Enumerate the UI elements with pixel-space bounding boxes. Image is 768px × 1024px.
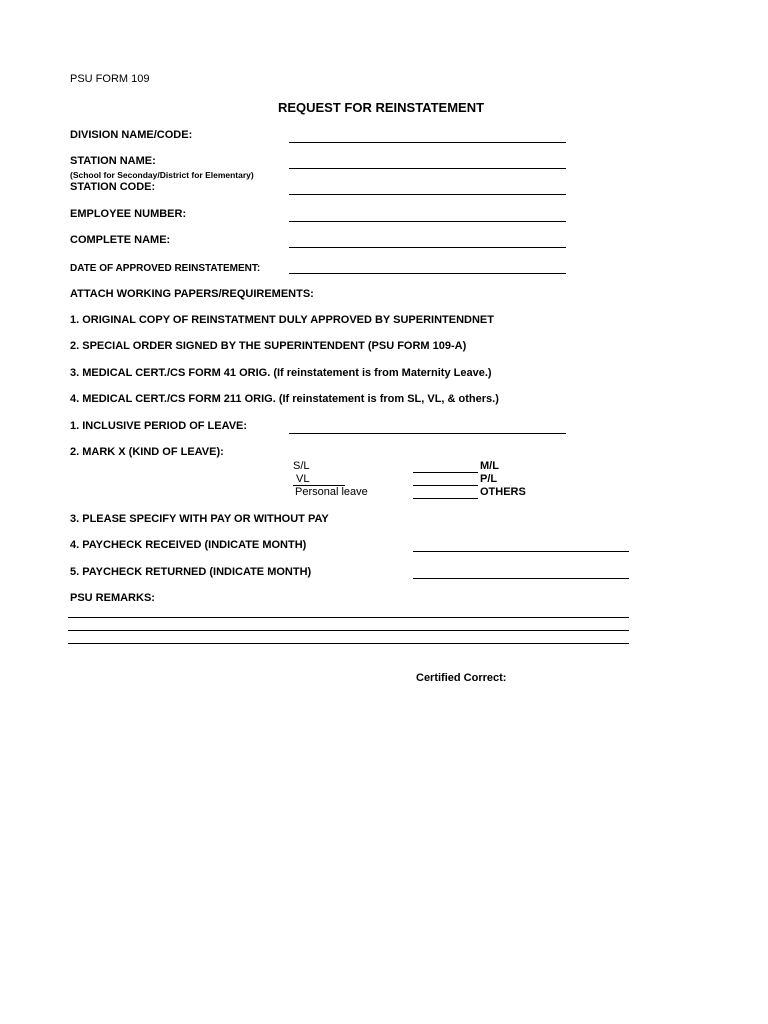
date-approved-field[interactable]	[289, 273, 566, 274]
specify-pay-label: 3. PLEASE SPECIFY WITH PAY OR WITHOUT PAY	[70, 513, 329, 525]
division-field[interactable]	[289, 142, 566, 143]
requirement-item: 3. MEDICAL CERT./CS FORM 41 ORIG. (If reinstatement is from Maternity Leave.)	[70, 367, 492, 379]
mark-x-label: 2. MARK X (KIND OF LEAVE):	[70, 446, 224, 458]
paycheck-received-field[interactable]	[413, 551, 629, 552]
division-label: DIVISION NAME/CODE:	[70, 129, 193, 141]
requirement-item: 1. ORIGINAL COPY OF REINSTATMENT DULY APPROVED BY SUPERINTENDNET	[70, 314, 494, 326]
station-note: (School for Seconday/District for Elementary)	[70, 170, 254, 180]
psu-remarks-label: PSU REMARKS:	[70, 592, 155, 604]
requirement-item: 2. SPECIAL ORDER SIGNED BY THE SUPERINTENDENT (PSU FORM 109-A)	[70, 340, 467, 352]
remarks-line[interactable]	[68, 630, 629, 631]
ml-check-line[interactable]	[413, 472, 478, 473]
others-check-line[interactable]	[413, 498, 478, 499]
inclusive-period-label: 1. INCLUSIVE PERIOD OF LEAVE:	[70, 420, 248, 432]
remarks-line[interactable]	[68, 643, 629, 644]
complete-name-field[interactable]	[289, 247, 566, 248]
form-number: PSU FORM 109	[70, 73, 150, 85]
pl-check-line[interactable]	[413, 485, 478, 486]
form-title: REQUEST FOR REINSTATEMENT	[277, 100, 485, 115]
requirement-item: 4. MEDICAL CERT./CS FORM 211 ORIG. (If reinstatement is from SL, VL, & others.)	[70, 393, 499, 405]
certified-correct-label: Certified Correct:	[416, 672, 507, 684]
station-name-field[interactable]	[289, 168, 566, 169]
leave-option-ml: M/L	[480, 460, 499, 472]
employee-number-label: EMPLOYEE NUMBER:	[70, 208, 187, 220]
leave-option-personal: Personal leave	[295, 486, 368, 498]
paycheck-returned-label: 5. PAYCHECK RETURNED (INDICATE MONTH)	[70, 566, 312, 578]
attach-heading: ATTACH WORKING PAPERS/REQUIREMENTS:	[70, 288, 314, 300]
remarks-line[interactable]	[68, 617, 629, 618]
station-code-field[interactable]	[289, 194, 566, 195]
paycheck-returned-field[interactable]	[413, 578, 629, 579]
leave-option-pl: P/L	[480, 473, 498, 485]
complete-name-label: COMPLETE NAME:	[70, 234, 171, 246]
inclusive-period-field[interactable]	[289, 433, 566, 434]
date-approved-label: DATE OF APPROVED REINSTATEMENT:	[70, 263, 261, 274]
station-code-label: STATION CODE:	[70, 181, 156, 193]
leave-option-others: OTHERS	[480, 486, 526, 498]
leave-option-vl: VL	[296, 473, 310, 485]
employee-number-field[interactable]	[289, 221, 566, 222]
station-name-label: STATION NAME:	[70, 155, 156, 167]
paycheck-received-label: 4. PAYCHECK RECEIVED (INDICATE MONTH)	[70, 539, 307, 551]
leave-option-sl: S/L	[293, 460, 310, 472]
